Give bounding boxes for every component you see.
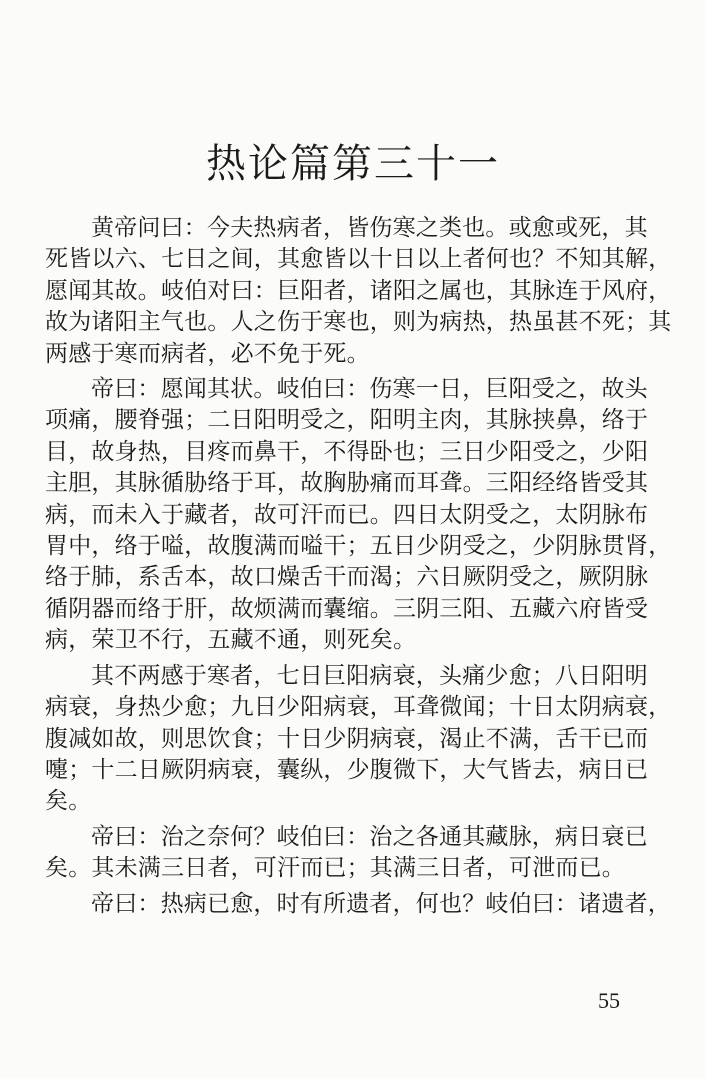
- text-line: 病衰，身热少愈；九日少阳病衰，耳聋微闻；十日太阴病衰，: [45, 694, 672, 721]
- text-line: 死皆以六、七日之间，其愈皆以十日以上者何也？不知其解，: [45, 246, 672, 273]
- paragraph: [45, 213, 672, 370]
- text-line: 其不两感于寒者，七日巨阳病衰，头痛少愈；八日阳明: [91, 662, 648, 689]
- text-line: 络于肺，系舌本，故口燥舌干而渴；六日厥阴受之，厥阴脉: [45, 564, 649, 591]
- text-line: 帝曰：愿闻其状。岐伯曰：伤寒一日，巨阳受之，故头: [91, 376, 648, 403]
- page-number: 55: [598, 988, 620, 1013]
- paragraph: [45, 374, 672, 657]
- text-line: 愿闻其故。岐伯对曰：巨阳者，诸阳之属也，其脉连于风府，: [45, 277, 672, 304]
- text-line: 故为诸阳主气也。人之伤于寒也，则为病热，热虽甚不死；其: [45, 309, 672, 336]
- text-line: 主胆，其脉循胁络于耳，故胸胁痛而耳聋。三阳经络皆受其: [45, 470, 649, 497]
- paragraph: [45, 822, 661, 885]
- text-line: 腹减如故，则思饮食；十日少阴病衰，渴止不满，舌干已而: [45, 725, 649, 752]
- text-line: 矣。: [45, 788, 92, 815]
- text-line: 帝曰：治之奈何？岐伯曰：治之各通其藏脉，病日衰已: [91, 823, 648, 850]
- paragraph: [45, 889, 671, 920]
- text-line: 两感于寒而病者，必不免于死。: [45, 340, 370, 367]
- text-line: 矣。其未满三日者，可汗而已；其满三日者，可泄而已。: [45, 855, 625, 882]
- text-line: 目，故身热，目疼而鼻干，不得卧也；三日少阳受之，少阳: [45, 438, 649, 465]
- paragraph: [45, 661, 672, 818]
- text-line: 循阴器而络于肝，故烦满而囊缩。三阴三阳、五藏六府皆受: [45, 595, 649, 622]
- text-line: 胃中，络于嗌，故腹满而嗌干；五日少阴受之，少阴脉贯肾，: [45, 533, 672, 560]
- text-line: 帝曰：热病已愈，时有所遗者，何也？岐伯曰：诸遗者，: [91, 890, 671, 917]
- text-body: [45, 213, 672, 924]
- text-line: 病，而未入于藏者，故可汗而已。四日太阴受之，太阴脉布: [45, 501, 649, 528]
- text-line: 嚏；十二日厥阴病衰，囊纵，少腹微下，大气皆去，病日已: [45, 756, 649, 783]
- text-line: 项痛，腰脊强；二日阳明受之，阳明主肉，其脉挟鼻，络于: [45, 407, 649, 434]
- chapter-title: 热论篇第三十一: [206, 141, 500, 187]
- text-line: 黄帝问曰：今夫热病者，皆伤寒之类也。或愈或死，其: [91, 215, 648, 241]
- text-line: 病，荣卫不行，五藏不通，则死矣。: [45, 627, 417, 654]
